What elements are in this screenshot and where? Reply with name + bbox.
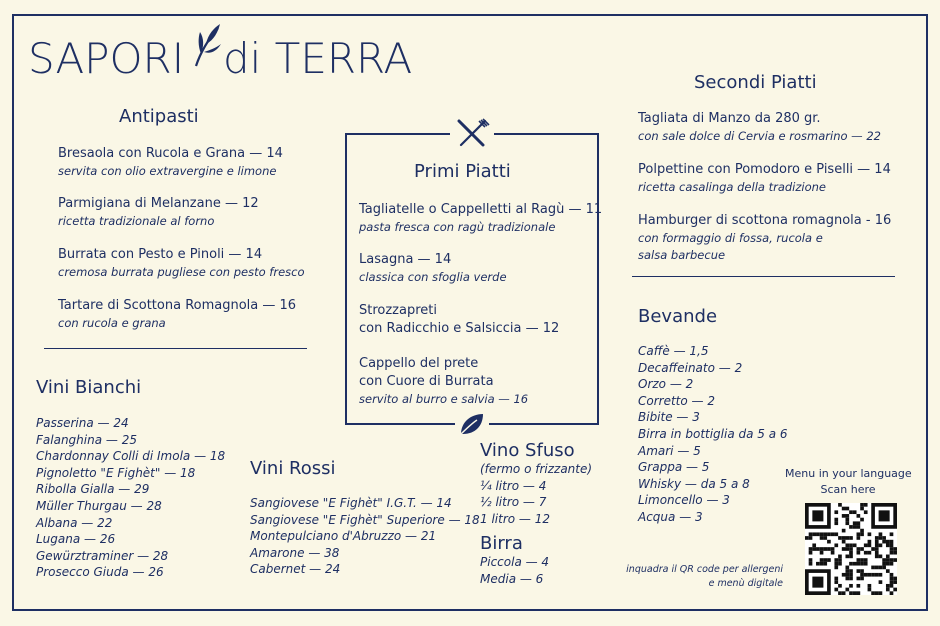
- bevande-title: Bevande: [638, 306, 718, 327]
- list-item: Parmigiana di Melanzane — 12 ricetta tradizionale al forno: [58, 196, 259, 228]
- leaf-icon: [455, 410, 489, 438]
- list-item: Cappello del prete con Cuore di Burrata servito al burro e salvia — 16: [359, 356, 529, 406]
- list-item: Falanghina — 25: [36, 432, 137, 447]
- list-item: Pignoletto "E Fighèt" — 18: [36, 465, 196, 480]
- list-item: Müller Thurgau — 28: [36, 498, 162, 513]
- list-item: Burrata con Pesto e Pinoli — 14 cremosa burrata pugliese con pesto fresco: [58, 247, 305, 279]
- vini-bianchi-list: [36, 415, 225, 581]
- vini-rossi-title: Vini Rossi: [250, 458, 336, 479]
- bevande-list: [638, 343, 788, 526]
- list-item: Amarone — 38: [250, 545, 340, 560]
- list-item: Hamburger di scottona romagnola - 16 con formaggio di fossa, rucola e salsa barbecue: [638, 213, 892, 262]
- cutlery-icon: [450, 118, 494, 148]
- vini-rossi-list: [250, 495, 480, 578]
- list-item: Acqua — 3: [638, 509, 703, 524]
- list-item: Orzo — 2: [638, 377, 694, 392]
- vino-sfuso-list: [480, 461, 592, 527]
- birra-title: Birra: [480, 533, 523, 554]
- list-item: Gewürztraminer — 28: [36, 548, 169, 563]
- list-item: Montepulciano d'Abruzzo — 21: [250, 529, 437, 544]
- list-item: Lugana — 26: [36, 532, 116, 547]
- cutlery-badge: [450, 118, 494, 148]
- list-item: Sangiovese "E Fighèt" Superiore — 18: [250, 512, 480, 527]
- list-item: Whisky — da 5 a 8: [638, 476, 750, 491]
- brand-name-part2: di TERRA: [223, 34, 413, 83]
- list-item: Tartare di Scottona Romagnola — 16 con rucola e grana: [58, 298, 297, 330]
- list-item: Limoncello — 3: [638, 493, 730, 508]
- list-item: Birra in bottiglia da 5 a 6: [638, 426, 788, 441]
- list-item: Bibite — 3: [638, 410, 700, 425]
- list-item: Cabernet — 24: [250, 562, 341, 577]
- primi-title: Primi Piatti: [414, 161, 511, 182]
- list-item: Amari — 5: [638, 443, 701, 458]
- brand-name-part1: SAPORI: [28, 34, 185, 83]
- birra-list: [480, 554, 549, 587]
- qr-note: inquadra il QR code per allergeni e menù digitale: [626, 564, 783, 589]
- list-item: Bresaola con Rucola e Grana — 14 servita con olio extravergine e limone: [58, 146, 283, 178]
- list-item: Caffè — 1,5: [638, 344, 709, 358]
- vino-sfuso-subtitle: (fermo o frizzante): [480, 462, 593, 476]
- list-item: Media — 6: [480, 571, 544, 586]
- list-item: Grappa — 5: [638, 460, 710, 475]
- list-item: ½ litro — 7: [480, 495, 547, 510]
- divider: [44, 348, 307, 349]
- list-item: Albana — 22: [36, 515, 113, 530]
- list-item: Chardonnay Colli di Imola — 18: [36, 449, 226, 464]
- vini-bianchi-title: Vini Bianchi: [36, 377, 142, 398]
- qr-code[interactable]: [805, 503, 897, 595]
- vino-sfuso-title: Vino Sfuso: [480, 440, 575, 461]
- list-item: Strozzapreti con Radicchio e Salsiccia — 12: [359, 303, 560, 336]
- list-item: Decaffeinato — 2: [638, 360, 743, 375]
- leaf-badge: [455, 410, 489, 438]
- list-item: Prosecco Giuda — 26: [36, 565, 164, 580]
- list-item: Sangiovese "E Fighèt" I.G.T. — 14: [250, 496, 452, 510]
- divider: [632, 276, 895, 277]
- list-item: ¼ litro — 4: [480, 478, 547, 493]
- list-item: Corretto — 2: [638, 393, 715, 408]
- antipasti-title: Antipasti: [119, 106, 199, 127]
- list-item: Piccola — 4: [480, 555, 550, 569]
- scan-caption: Menu in your language Scan here: [785, 467, 912, 496]
- list-item: Tagliatelle o Cappelletti al Ragù — 11 pasta fresca con ragù tradizionale: [359, 202, 603, 234]
- list-item: Tagliata di Manzo da 280 gr. con sale dolce di Cervia e rosmarino — 22: [638, 111, 881, 143]
- olive-branch-icon: [190, 22, 224, 70]
- list-item: Lasagna — 14 classica con sfoglia verde: [359, 252, 507, 284]
- list-item: Ribolla Gialla — 29: [36, 482, 150, 497]
- secondi-title: Secondi Piatti: [694, 72, 817, 93]
- list-item: 1 litro — 12: [480, 511, 550, 526]
- list-item: Polpettine con Pomodoro e Piselli — 14 ricetta casalinga della tradizione: [638, 162, 891, 194]
- list-item: Passerina — 24: [36, 416, 129, 430]
